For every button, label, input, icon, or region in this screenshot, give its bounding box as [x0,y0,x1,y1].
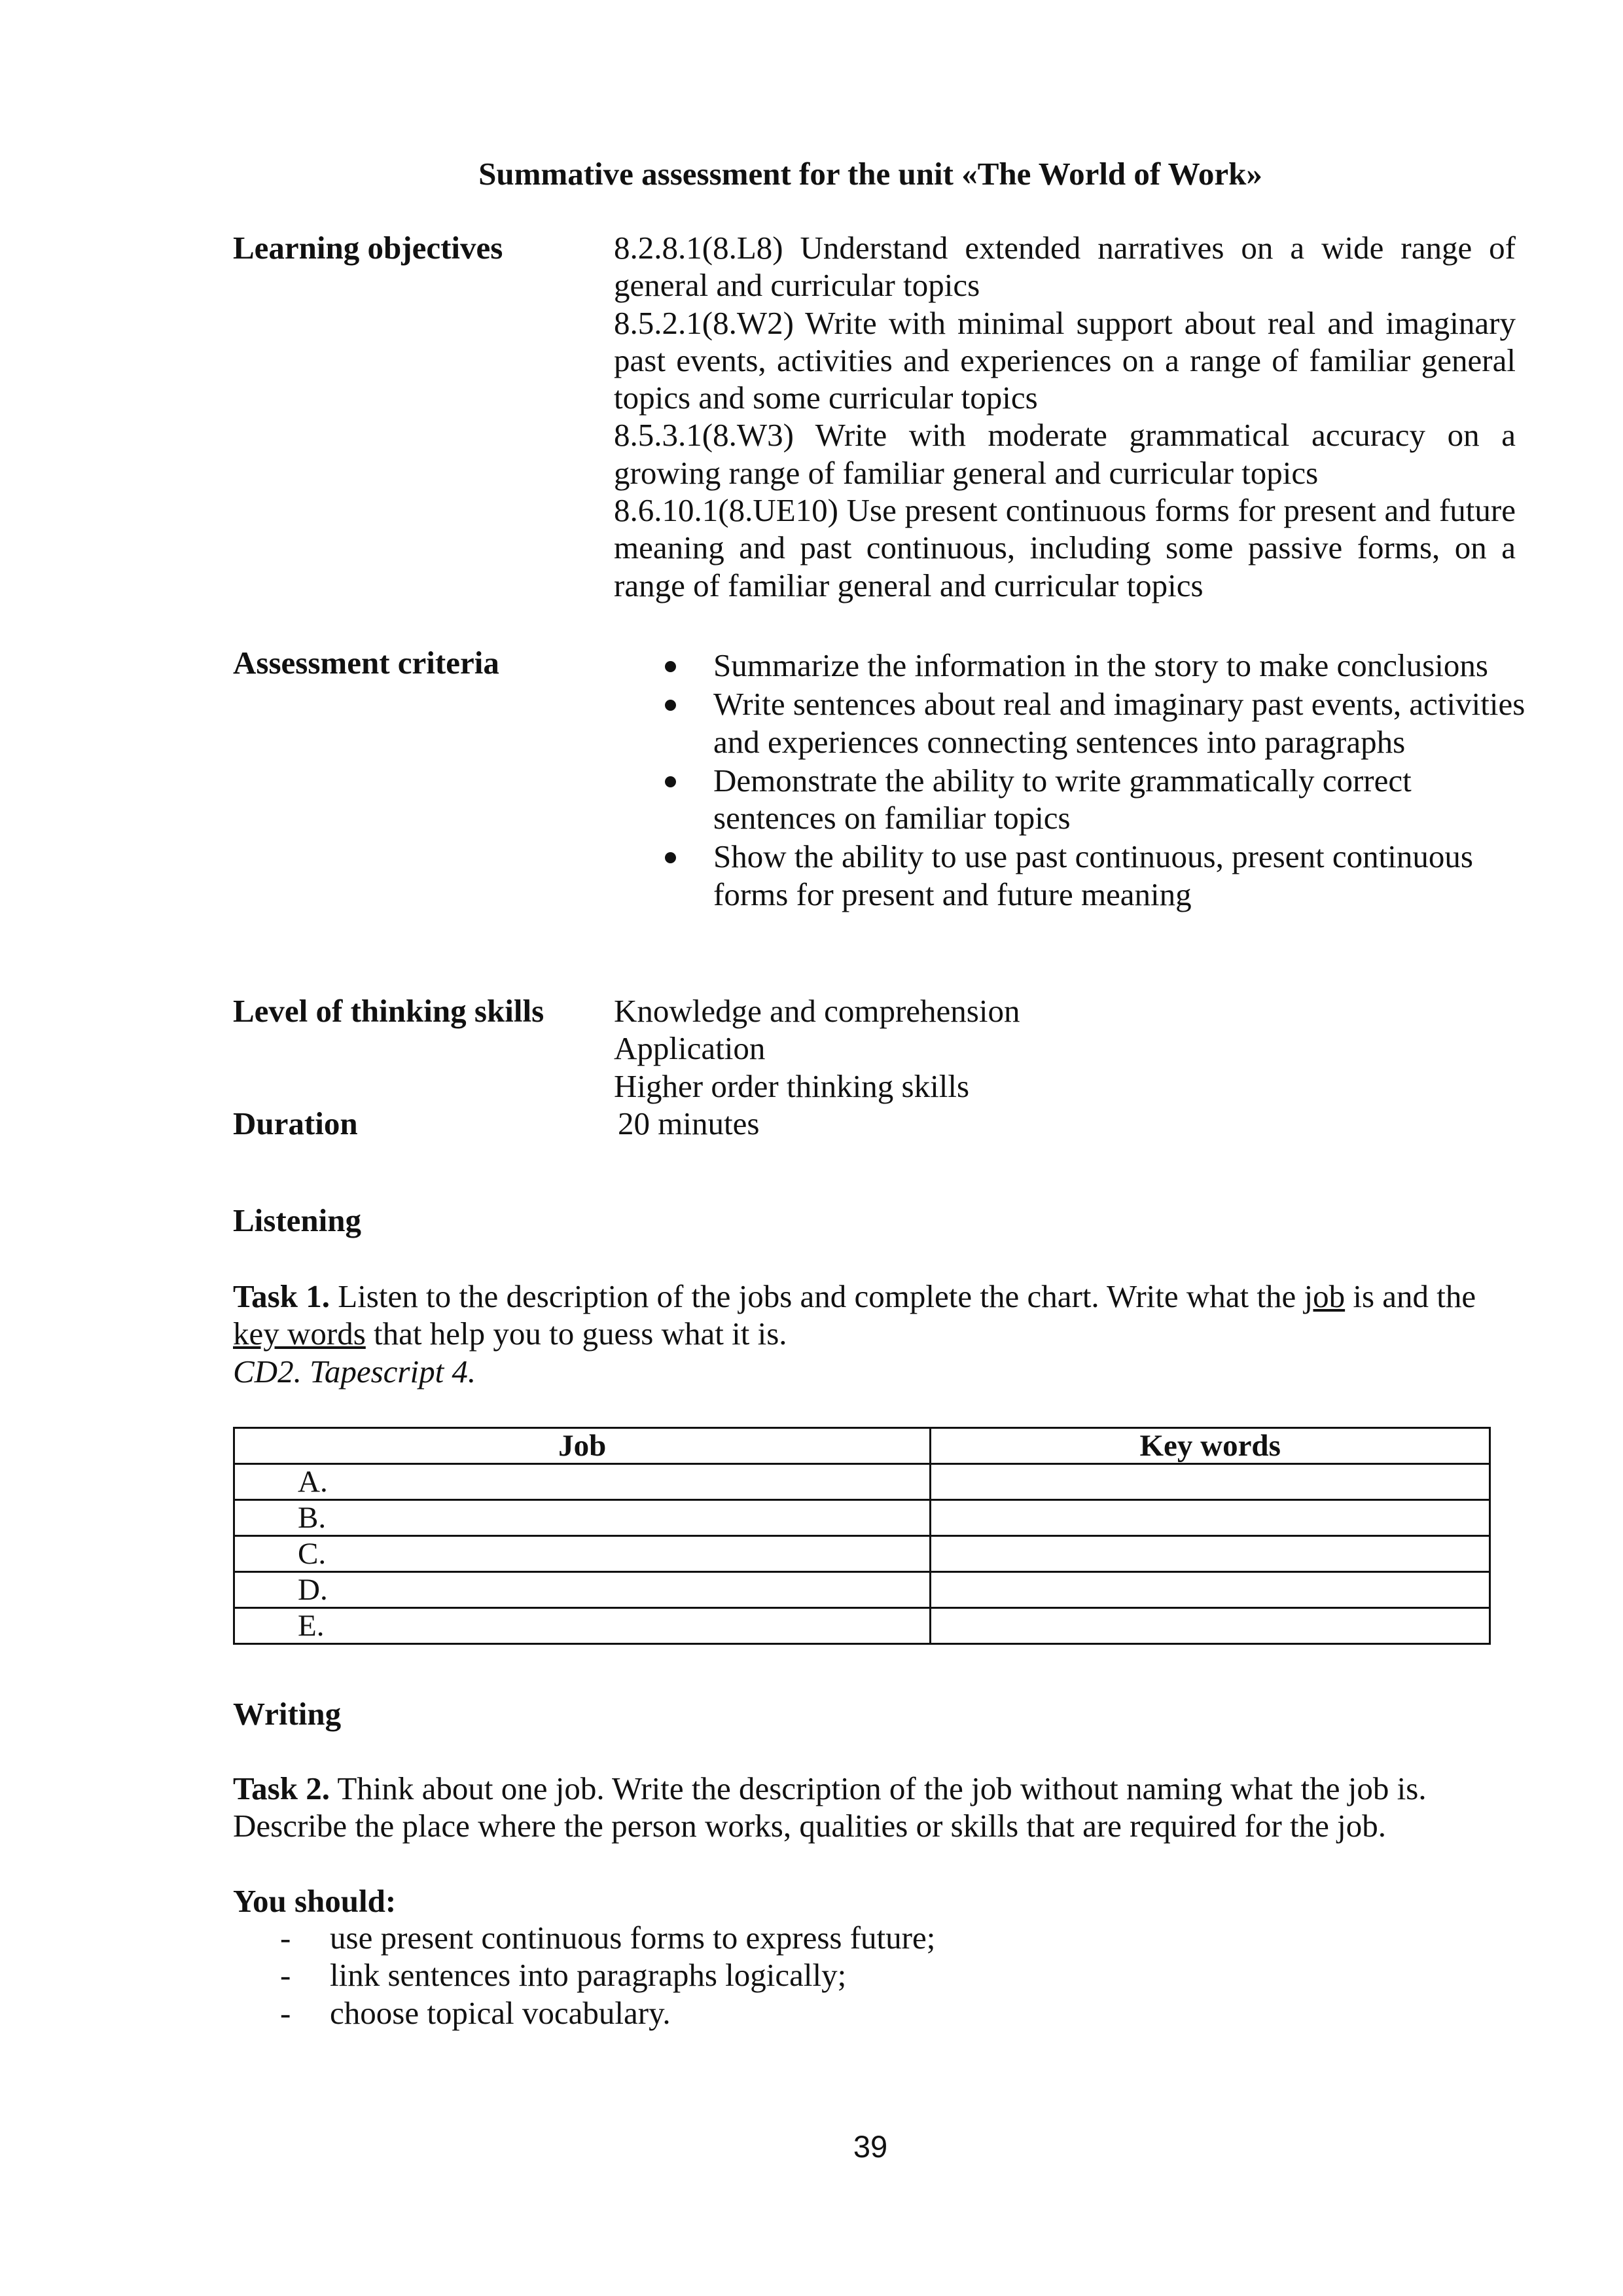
task-2-instructions: Task 2. Think about one job. Write the description of the job without naming what the job is. Describe the place where the person works, qualities or skills that are required for the job. [233,1770,1427,1844]
thinking-skill-item: Knowledge and comprehension [614,993,1020,1029]
task-1-label: Task 1. [233,1278,330,1314]
learning-objectives-label: Learning objectives [233,230,503,266]
duration-label: Duration [233,1105,358,1141]
job-cell[interactable]: E. [234,1608,931,1644]
thinking-skill-item: Higher order thinking skills [614,1067,970,1104]
table-row [234,1536,1490,1572]
key-words-cell[interactable] [931,1572,1490,1608]
criteria-item: Show the ability to use past continuous, present continuous forms for present and future meaning [614,838,1530,913]
thinking-skill-item: Application [614,1030,766,1067]
dash-icon: - [280,1994,291,2031]
list-item: - use present continuous forms to express future; [280,1920,936,1956]
job-cell[interactable]: C. [234,1536,931,1572]
duration-value: 20 minutes [618,1105,760,1141]
page-number: 39 [853,2129,888,2164]
thinking-skills-list [614,992,1516,1105]
table-row [234,1464,1490,1500]
key-words-cell[interactable] [931,1608,1490,1644]
bullet-icon [665,852,676,863]
page-title: Summative assessment for the unit «The World of Work» [478,156,1262,192]
table-row [234,1572,1490,1608]
task-1-instructions: Task 1. Listen to the description of the jobs and complete the chart. Write what the job is and the key words that help you to guess what it is. CD2. Tapescript 4. [233,1278,1509,1390]
listening-heading: Listening [233,1202,362,1238]
assessment-criteria-list [614,647,1530,914]
dash-icon: - [280,1957,291,1994]
requirements-list [233,1919,935,2032]
assessment-criteria-label: Assessment criteria [233,645,499,681]
column-header-key-words: Key words [931,1428,1490,1464]
objective-item: 8.5.3.1(8.W3) Write with moderate grammatical accuracy on a growing range of familiar general and curricular topics [614,417,1516,491]
you-should-heading: You should: [233,1883,397,1919]
bullet-icon [665,661,676,672]
key-words-cell[interactable] [931,1536,1490,1572]
writing-heading: Writing [233,1696,342,1732]
job-cell[interactable]: D. [234,1572,931,1608]
key-words-term: key words [233,1316,366,1352]
job-term: job [1304,1278,1346,1314]
job-cell[interactable]: A. [234,1464,931,1500]
list-item: - choose topical vocabulary. [280,1994,671,2031]
table-row [234,1608,1490,1644]
job-cell[interactable]: B. [234,1500,931,1536]
criteria-item: Demonstrate the ability to write grammatically correct sentences on familiar topics [614,762,1530,837]
learning-objectives-list [614,229,1516,604]
bullet-icon [665,776,676,787]
key-words-cell[interactable] [931,1464,1490,1500]
bullet-icon [665,700,676,711]
criteria-item: Summarize the information in the story to make conclusions [614,647,1530,684]
objective-item: 8.5.2.1(8.W2) Write with minimal support about real and imaginary past events, activities and experiences on a range of familiar general topics and some curricular topics [614,304,1516,416]
task-1-source: CD2. Tapescript 4. [233,1353,476,1390]
objective-item: 8.6.10.1(8.UE10) Use present continuous forms for present and future meaning and past continuous, including some passive forms, on a range of familiar general and curricular topics [614,492,1516,603]
job-chart-table [233,1427,1491,1645]
objective-item: 8.2.8.1(8.L8) Understand extended narratives on a wide range of general and curricular topics [614,230,1516,304]
criteria-item: Write sentences about real and imaginary past events, activities and experiences connecting sentences into paragraphs [614,685,1530,761]
list-item: - link sentences into paragraphs logically; [280,1957,847,1994]
table-row [234,1500,1490,1536]
column-header-job: Job [234,1428,931,1464]
thinking-skills-label: Level of thinking skills [233,993,544,1029]
key-words-cell[interactable] [931,1500,1490,1536]
task-2-label: Task 2. [233,1770,330,1806]
table-header-row [234,1428,1490,1464]
dash-icon: - [280,1920,291,1956]
